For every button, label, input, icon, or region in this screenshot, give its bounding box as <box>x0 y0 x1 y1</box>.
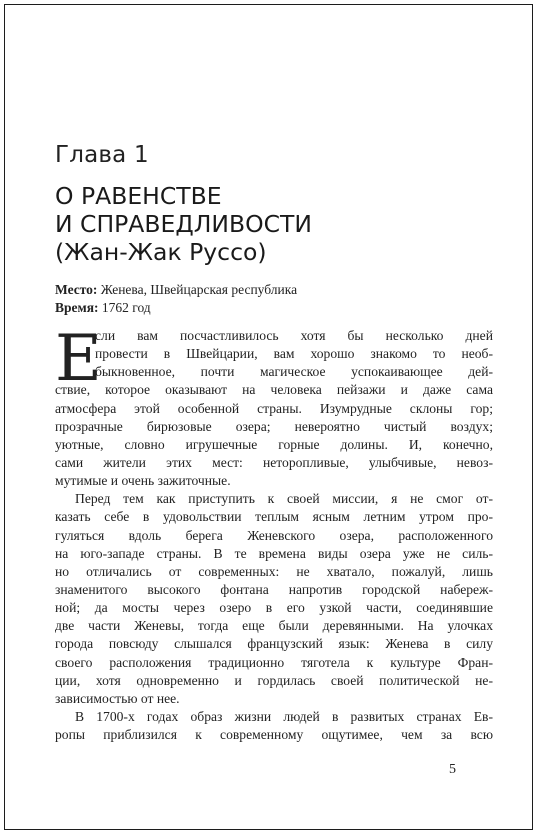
text-line: на юго-западе страны. В те времена виды озера уже не силь- <box>55 545 493 561</box>
chapter-title-line: (Жан-Жак Руссо) <box>55 238 267 266</box>
text-line: зависимостью от нее. <box>55 690 180 706</box>
text-line: сами жители этих мест: неторопливые, улыбчивые, невоз- <box>55 454 493 470</box>
text-line: ствие, которое оказывают на человека пейзажи и даже сама <box>55 382 493 398</box>
text-line: мутимые и очень зажиточные. <box>55 473 231 489</box>
drop-cap: Е <box>55 322 102 396</box>
place-row <box>55 281 297 299</box>
text-line: гуляться вдоль берега Женевского озера, расположенного <box>55 527 493 543</box>
chapter-title <box>55 182 495 266</box>
time-row <box>55 299 297 317</box>
text-line: ропы приблизился к современному ощутимее, чем за всю <box>55 727 493 743</box>
text-line: знаменитого высокого фонтана напротив городской набереж- <box>55 581 493 597</box>
text-line: но отличались от современных: не хватало, пожалуй, лишь <box>55 563 493 579</box>
text-line: уютные, словно игрушечные горные долины. И, конечно, <box>55 436 493 452</box>
chapter-title-line: И СПРАВЕДЛИВОСТИ <box>55 210 312 238</box>
book-page <box>4 4 533 830</box>
time-label: Время: <box>55 300 99 315</box>
text-line: своего расположения традиционно тяготела к культуре Фран- <box>55 654 493 670</box>
place-value: Женева, Швейцарская республика <box>100 282 298 297</box>
page-number: 5 <box>449 762 456 777</box>
chapter-number: Глава 1 <box>55 142 149 168</box>
time-value: 1762 год <box>101 300 151 315</box>
text-line: провести в Швейцарии, вам хорошо знакомо то необ- <box>95 346 493 362</box>
body-text <box>55 322 493 744</box>
place-label: Место: <box>55 282 98 297</box>
text-line: быкновенное, почти магическое успокаивающее дей- <box>95 364 493 380</box>
text-line: ной; да мосты через озеро в его узкой части, соединявшие <box>55 600 493 616</box>
text-line: города повсюду слышался французский язык: Женева в силу <box>55 636 493 652</box>
text-line: Перед тем как приступить к своей миссии, я не смог от- <box>75 491 493 507</box>
text-line: сли вам посчастливилось хотя бы несколько дней <box>95 328 493 343</box>
text-line: две части Женевы, тогда еще были деревянными. На улочках <box>55 618 493 634</box>
text-line: казать себе в удовольствии теплым ясным летним утром про- <box>55 509 493 525</box>
chapter-title-line: О РАВЕНСТВЕ <box>55 182 222 210</box>
text-line: прозрачные бирюзовые озера; невероятно чистый воздух; <box>55 418 493 434</box>
chapter-meta <box>55 281 297 317</box>
text-line: атмосфера этой особенной страны. Изумрудные склоны гор; <box>55 400 493 416</box>
text-line: ции, хотя одновременно и гордилась своей политической не- <box>55 672 493 688</box>
text-line: В 1700-х годах образ жизни людей в развитых странах Ев- <box>75 708 493 724</box>
